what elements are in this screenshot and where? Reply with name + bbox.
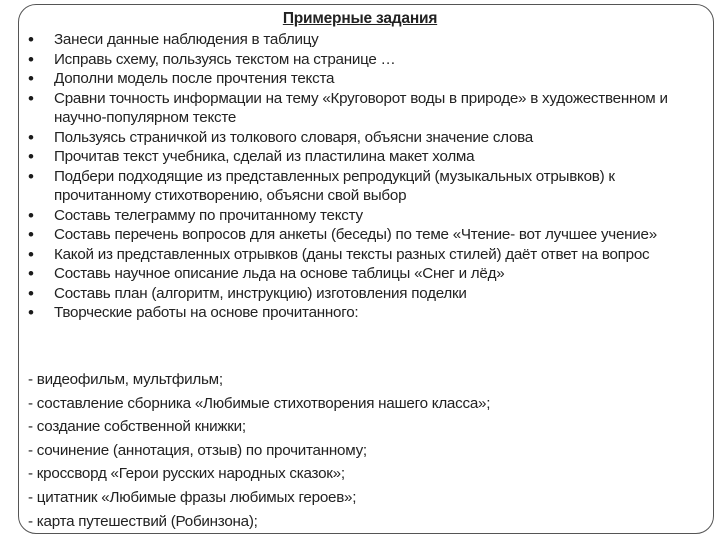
list-item: • Занеси данные наблюдения в таблицу [32,30,702,50]
list-item: • Какой из представленных отрывков (даны тексты разных стилей) даёт ответ на вопрос [32,245,702,265]
list-item: - составление сборника «Любимые стихотворения нашего класса»; [28,394,491,412]
list-item: • Составь перечень вопросов для анкеты (беседы) по теме «Чтение- вот лучшее учение» [32,225,702,245]
list-item: - карта путешествий (Робинзона); [28,512,258,530]
list-item: - кроссворд «Герои русских народных сказок»; [28,465,345,483]
list-item: • Составь план (алгоритм, инструкцию) изготовления поделки [32,284,702,304]
list-item: • Прочитав текст учебника, сделай из пластилина макет холма [32,147,702,167]
list-item: • Подбери подходящие из представленных репродукций (музыкальных отрывков) к прочитанному стихотворению, объясни свой выбор [32,167,702,206]
list-item: • Исправь схему, пользуясь текстом на странице … [32,50,702,70]
list-item: • Дополни модель после прочтения текста [32,69,702,89]
task-list [32,30,702,323]
creative-works-list [28,368,708,533]
task-list-container [32,30,702,323]
list-item: • Составь научное описание льда на основе таблицы «Снег и лёд» [32,264,702,284]
list-item: • Творческие работы на основе прочитанного: [32,303,702,323]
list-item: - видеофильм, мультфильм; [28,371,223,388]
list-item: - цитатник «Любимые фразы любимых героев»; [28,488,357,506]
list-item: - сочинение (аннотация, отзыв) по прочитанному; [28,441,367,459]
list-item: • Составь телеграмму по прочитанному тексту [32,206,702,226]
page-title: Примерные задания [282,10,438,27]
list-item: - создание собственной книжки; [28,418,246,436]
list-item: • Пользуясь страничкой из толкового словаря, объясни значение слова [32,128,702,148]
list-item: • Сравни точность информации на тему «Круговорот воды в природе» в художественном и научно-популярном тексте [32,89,702,128]
